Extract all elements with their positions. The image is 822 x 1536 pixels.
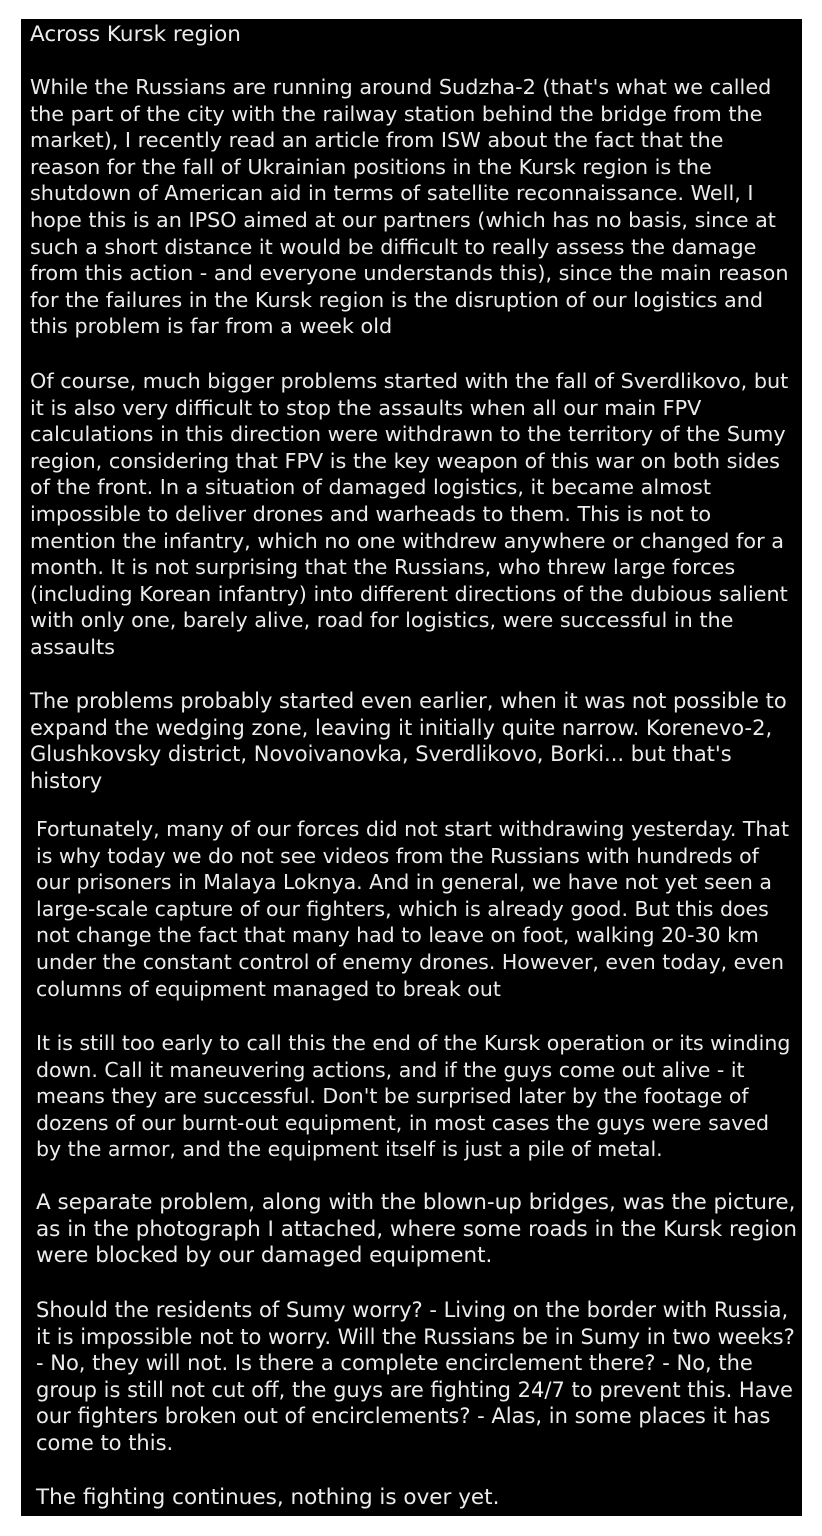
post-heading: Across Kursk region — [30, 22, 241, 47]
post-paragraph: A separate problem, along with the blown-up bridges, was the picture, as in the photograph I attached, where some roads in the Kursk region were blocked by our damaged equipment. — [36, 1190, 798, 1269]
post-paragraph: Fortunately, many of our forces did not start withdrawing yesterday. That is why today we do not see videos from the Russians with hundreds of our prisoners in Malaya Loknya. And in general, we have not yet seen a large-scale capture of our fighters, which is already good. But this does not change the fact that many had to leave on foot, walking 20-30 km under the constant control of enemy drones. However, even today, even columns of equipment managed to break out — [36, 817, 790, 1001]
post-text-panel — [21, 19, 802, 1516]
post-paragraph: Should the residents of Sumy worry? - Living on the border with Russia, it is impossible not to worry. Will the Russians be in Sumy in two weeks? - No, they will not. Is there a complete encirclement there? - No, the group is still not cut off, the guys are fighting 24/7 to prevent this. Have our fighters broken out of encirclements? - Alas, in some places it has come to this. — [36, 1298, 795, 1455]
post-paragraph: Of course, much bigger problems started with the fall of Sverdlikovo, but it is also very difficult to stop the assaults when all our main FPV calculations in this direction were withdrawn to the territory of the Sumy region, considering that FPV is the key weapon of this war on both sides of the front. In a situation of damaged logistics, it became almost impossible to deliver drones and warheads to them. This is not to mention the infantry, which no one withdrew anywhere or changed for a month. It is not surprising that the Russians, who threw large forces (including Korean infantry) into different directions of the dubious salient with only one, barely alive, road for logistics, were successful in the assaults — [30, 369, 789, 659]
post-paragraph: The problems probably started even earlier, when it was not possible to expand the wedging zone, leaving it initially quite narrow. Korenevo-2, Glushkovsky district, Novoivanovka, Sverdlikovo, Borki... but that's history — [30, 689, 787, 793]
post-paragraph: While the Russians are running around Sudzha-2 (that's what we called the part of the city with the railway station behind the bridge from the market), I recently read an article from ISW about the fact that the reason for the fall of Ukrainian positions in the Kursk region is the shutdown of American aid in terms of satellite reconnaissance. Well, I hope this is an IPSO aimed at our partners (which has no basis, since at such a short distance it would be difficult to really assess the damage from this action - and everyone understands this), since the main reason for the failures in the Kursk region is the disruption of our logistics and this problem is far from a week old — [30, 75, 789, 339]
post-paragraph: It is still too early to call this the end of the Kursk operation or its winding down. Call it maneuvering actions, and if the guys come out alive - it means they are successful. Don't be surprised later by the footage of dozens of our burnt-out equipment, in most cases the guys were saved by the armor, and the equipment itself is just a pile of metal. — [36, 1031, 791, 1162]
post-paragraph: The fighting continues, nothing is over yet. — [36, 1485, 500, 1510]
